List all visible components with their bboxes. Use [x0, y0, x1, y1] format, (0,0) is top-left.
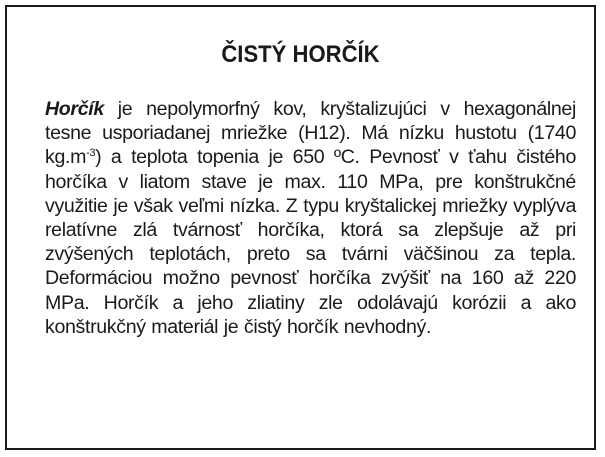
paragraph-text-part-2: ) a teplota topenia je 650 ºC. Pevnosť v ťahu čistého horčíka v liatom stave je max. 110 MPa, pre konštrukčné využitie je však veľmi nízka. Z typu kryštalickej mriežky vyplýva relatívne zlá tvárnosť horčíka, ktorá sa zlepšuje až pri zvýšených teplotách, preto sa tvárni väčšinou za tepla. Deformáciou možno pevnosť horčíka zvýšiť na 160 až 220 MPa. Horčík a jeho zliatiny zle odolávajú korózii a ako konštrukčný materiál je čistý horčík nevhodný.: [45, 146, 576, 338]
paragraph-text-part-1: je nepolymorfný kov, kryštalizujúci v hexagonálnej tesne usporiadanej mriežke (H12). Má nízku hustotu (1740 kg.m: [45, 98, 576, 169]
superscript-exponent: -3: [86, 147, 96, 160]
page-title: ČISTÝ HORČÍK: [221, 41, 380, 68]
lead-term: Horčík: [45, 98, 104, 120]
body-paragraph: [45, 97, 576, 339]
document-frame: [5, 5, 596, 450]
